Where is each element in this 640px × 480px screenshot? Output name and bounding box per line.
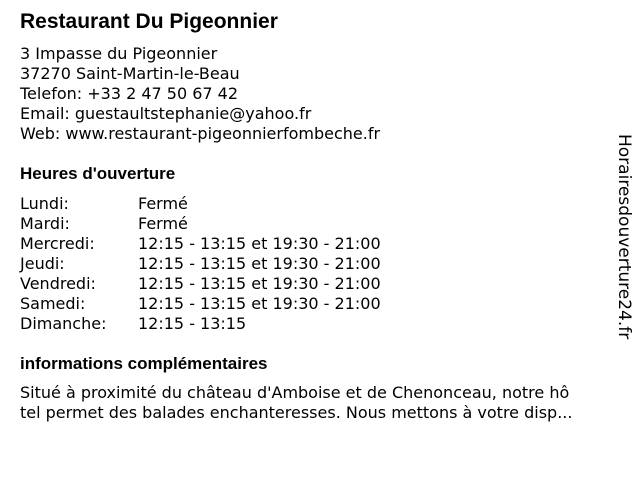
hours-value: 12:15 - 13:15 bbox=[138, 314, 247, 333]
restaurant-name: Restaurant Du Pigeonnier bbox=[20, 10, 278, 33]
phone-line: Telefon: +33 2 47 50 67 42 bbox=[20, 84, 239, 103]
day-label: Vendredi: bbox=[20, 274, 96, 293]
day-label: Dimanche: bbox=[20, 314, 107, 333]
hours-value: 12:15 - 13:15 et 19:30 - 21:00 bbox=[138, 294, 381, 313]
email-line: Email: guestaultstephanie@yahoo.fr bbox=[20, 104, 312, 123]
address-line-1: 3 Impasse du Pigeonnier bbox=[20, 44, 218, 63]
info-line-2: tel permet des balades enchanteresses. Nous mettons à votre disp... bbox=[20, 403, 573, 422]
opening-hours-heading: Heures d'ouverture bbox=[20, 164, 176, 183]
day-label: Jeudi: bbox=[20, 254, 65, 273]
day-label: Mercredi: bbox=[20, 234, 95, 253]
day-label: Samedi: bbox=[20, 294, 86, 313]
additional-info-text bbox=[20, 383, 620, 423]
hours-value: 12:15 - 13:15 et 19:30 - 21:00 bbox=[138, 234, 381, 253]
info-line-1: Situé à proximité du château d'Amboise et de Chenonceau, notre hô bbox=[20, 383, 570, 402]
web-line: Web: www.restaurant-pigeonnierfombeche.fr bbox=[20, 124, 381, 143]
hours-value: Fermé bbox=[138, 214, 188, 233]
hours-value: 12:15 - 13:15 et 19:30 - 21:00 bbox=[138, 274, 381, 293]
address-line-2: 37270 Saint-Martin-le-Beau bbox=[20, 64, 240, 83]
hours-value: 12:15 - 13:15 et 19:30 - 21:00 bbox=[138, 254, 381, 273]
day-label: Mardi: bbox=[20, 214, 70, 233]
contact-block bbox=[20, 44, 380, 144]
additional-info-heading: informations complémentaires bbox=[20, 354, 268, 373]
hours-value: Fermé bbox=[138, 194, 188, 213]
day-label: Lundi: bbox=[20, 194, 69, 213]
site-brand-vertical: Horairesdouverture24.fr bbox=[614, 134, 634, 340]
